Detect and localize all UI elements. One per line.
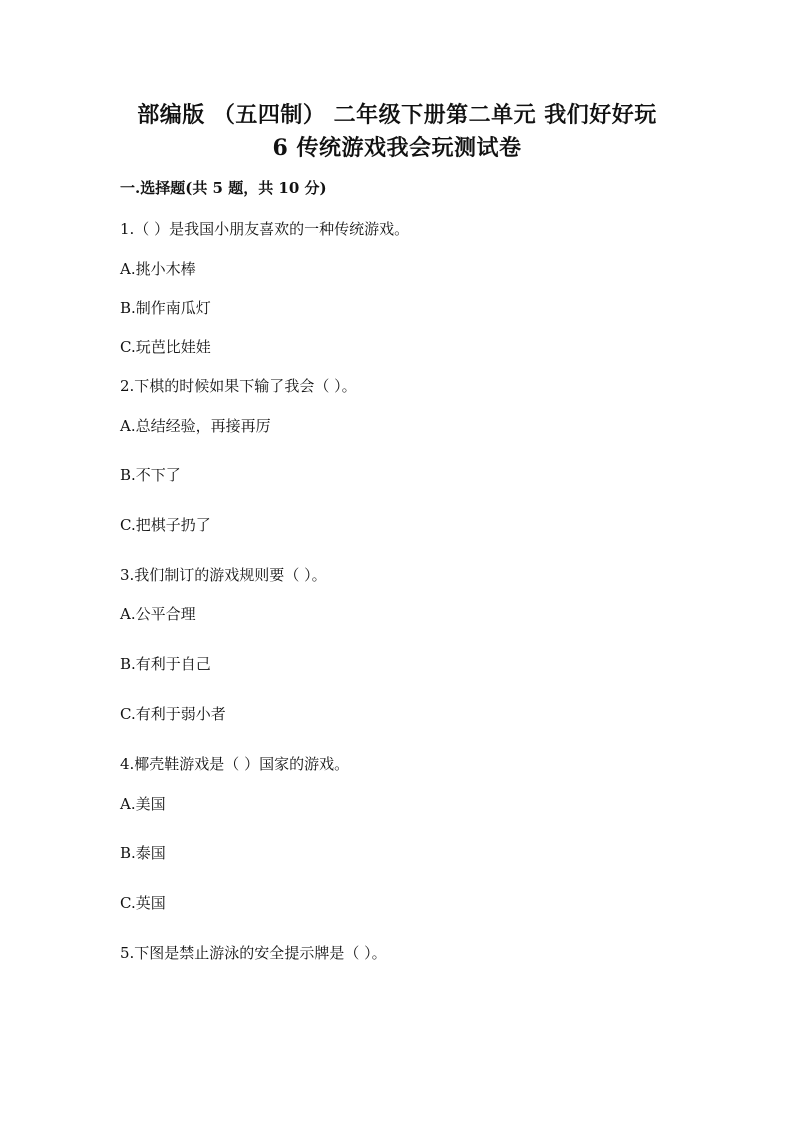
question-1-option-c[interactable]: C.玩芭比娃娃 (120, 338, 211, 356)
question-4-option-c[interactable]: C.英国 (120, 894, 166, 912)
question-4-option-a[interactable]: A.美国 (120, 795, 166, 813)
question-3-option-b[interactable]: B.有利于自己 (120, 655, 211, 673)
section-heading: 一.选择题(共 5 题，共 10 分) (120, 179, 327, 197)
question-4-text: 4.椰壳鞋游戏是（ ）国家的游戏。 (120, 755, 350, 773)
question-4-option-b[interactable]: B.泰国 (120, 844, 166, 862)
question-1-option-a[interactable]: A.挑小木棒 (120, 260, 196, 278)
question-2-option-b[interactable]: B.不下了 (120, 466, 181, 484)
question-2-text: 2.下棋的时候如果下输了我会（ ）。 (120, 377, 357, 395)
question-2-option-c[interactable]: C.把棋子扔了 (120, 516, 211, 534)
question-1-text: 1.（ ）是我国小朋友喜欢的一种传统游戏。 (120, 220, 410, 238)
question-5-text: 5.下图是禁止游泳的安全提示牌是（ ）。 (120, 944, 387, 962)
page-title-line-1: 部编版 （五四制） 二年级下册第二单元 我们好好玩 (137, 102, 657, 128)
question-3-option-a[interactable]: A.公平合理 (120, 605, 196, 623)
page-title-line-2: 6 传统游戏我会玩测试卷 (272, 135, 522, 161)
question-3-option-c[interactable]: C.有利于弱小者 (120, 705, 226, 723)
question-3-text: 3.我们制订的游戏规则要（ ）。 (120, 566, 327, 584)
question-2-option-a[interactable]: A.总结经验，再接再厉 (120, 417, 271, 435)
question-1-option-b[interactable]: B.制作南瓜灯 (120, 299, 211, 317)
